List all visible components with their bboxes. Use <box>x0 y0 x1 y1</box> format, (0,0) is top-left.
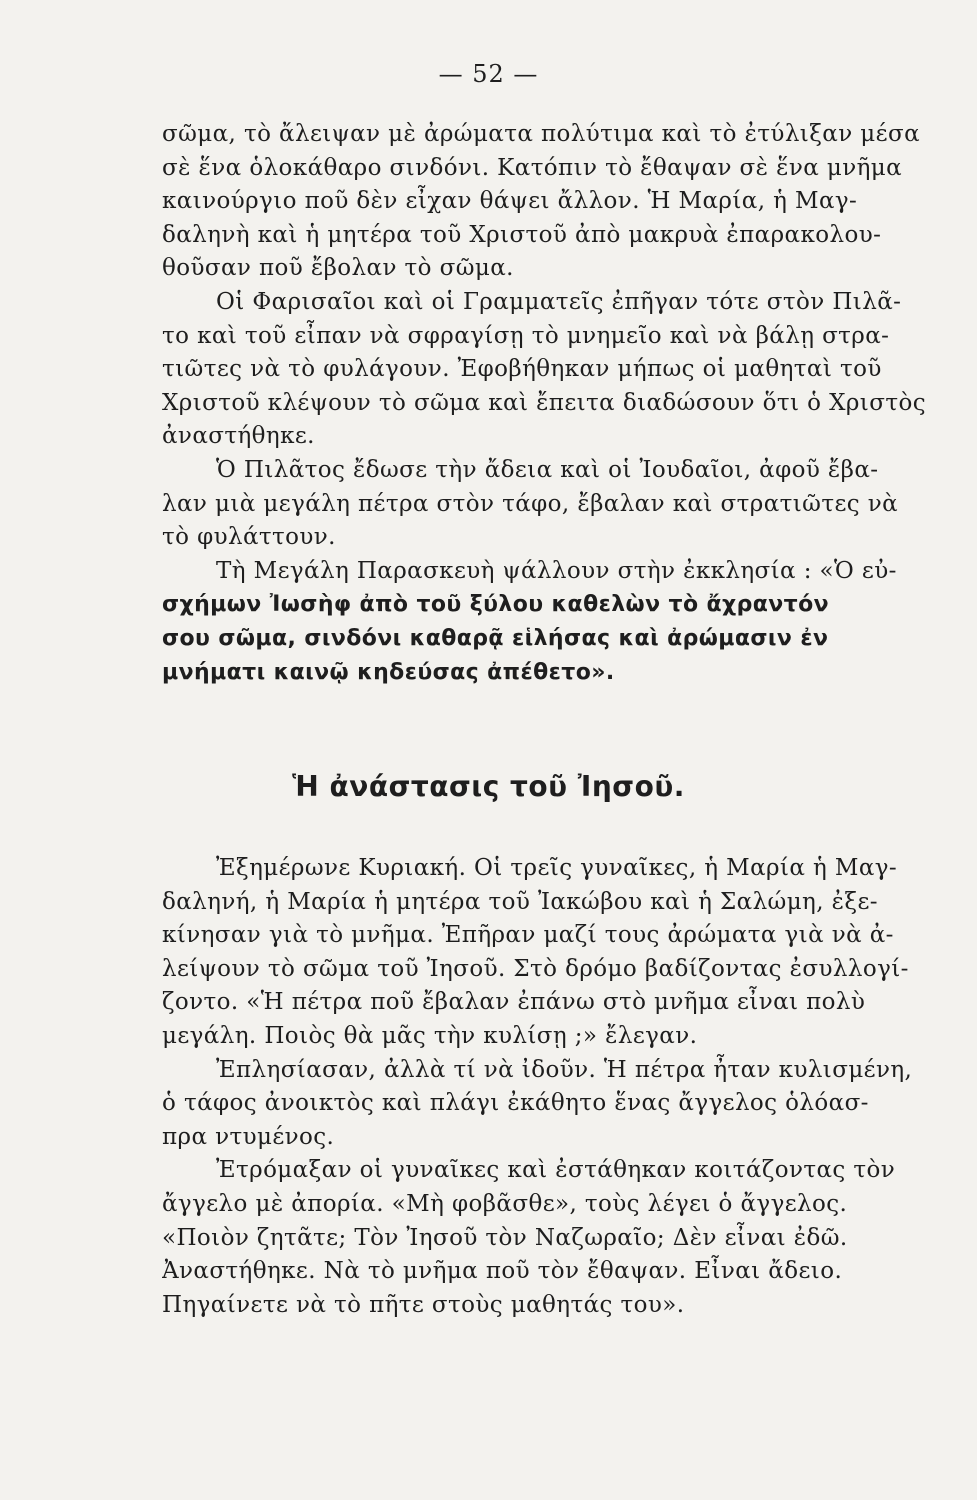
text-line: σὲ ἕνα ὁλοκάθαρο σινδόνι. Κατόπιν τὸ ἔθαψαν σὲ ἕνα μνῆμα <box>162 154 903 181</box>
text-line: Χριστοῦ κλέψουν τὸ σῶμα καὶ ἔπειτα διαδώσουν ὅτι ὁ Χριστὸς <box>162 389 926 416</box>
text-line: Ἐξημέρωνε Κυριακή. Οἱ τρεῖς γυναῖκες, ἡ Μαρία ἡ Μαγ- <box>216 855 898 881</box>
section-text-resurrection <box>162 852 962 1322</box>
text-line: μνήματι καινῷ κηδεύσας ἀπέθετο». <box>162 659 615 685</box>
text-line: ζοντο. «Ἡ πέτρα ποῦ ἔβαλαν ἐπάνω στὸ μνῆμα εἶναι πολὺ <box>162 989 866 1016</box>
text-line: σχήμων Ἰωσὴφ ἀπὸ τοῦ ξύλου καθελὼν τὸ ἄχραντόν <box>162 592 830 618</box>
text-line: δαληνὴ καὶ ἡ μητέρα τοῦ Χριστοῦ ἀπὸ μακρυὰ ἐπαρακολου- <box>162 221 882 248</box>
text-line: λαν μιὰ μεγάλη πέτρα στὸν τάφο, ἔβαλαν καὶ στρατιῶτες νὰ <box>162 490 899 517</box>
section-text-burial <box>162 118 962 689</box>
section-heading: Ἡ ἀνάστασις τοῦ Ἰησοῦ. <box>292 770 685 803</box>
text-line: ἄγγελο μὲ ἀπορία. «Μὴ φοβᾶσθε», τοὺς λέγει ὁ ἄγγελος. <box>162 1190 848 1217</box>
text-line: Οἱ Φαρισαῖοι καὶ οἱ Γραμματεῖς ἐπῆγαν τότε στὸν Πιλᾶ- <box>216 288 902 315</box>
text-line: λείψουν τὸ σῶμα τοῦ Ἰησοῦ. Στὸ δρόμο βαδίζοντας ἐσυλλογί- <box>162 955 909 982</box>
text-line: ἀναστήθηκε. <box>162 423 315 450</box>
text-line: Πηγαίνετε νὰ τὸ πῆτε στοὺς μαθητάς του». <box>162 1291 685 1318</box>
text-line: ὁ τάφος ἀνοικτὸς καὶ πλάγι ἐκάθητο ἕνας ἄγγελος ὁλόασ- <box>162 1090 869 1117</box>
text-line: το καὶ τοῦ εἶπαν νὰ σφραγίσῃ τὸ μνημεῖο καὶ νὰ βάλῃ στρα- <box>162 322 890 349</box>
text-line: Ἐπλησίασαν, ἀλλὰ τί νὰ ἰδοῦν. Ἡ πέτρα ἦταν κυλισμένη, <box>216 1056 913 1083</box>
text-line: μεγάλη. Ποιὸς θὰ μᾶς τὴν κυλίσῃ ;» ἔλεγαν. <box>162 1022 698 1049</box>
text-line: Ἐτρόμαξαν οἱ γυναῖκες καὶ ἐστάθηκαν κοιτάζοντας τὸν <box>216 1157 896 1184</box>
text-line: τιῶτες νὰ τὸ φυλάγουν. Ἐφοβήθηκαν μήπως οἱ μαθηταὶ τοῦ <box>162 356 882 383</box>
text-line: Ὁ Πιλᾶτος ἔδωσε τὴν ἄδεια καὶ οἱ Ἰουδαῖοι, ἀφοῦ ἔβα- <box>216 456 879 483</box>
text-line: θοῦσαν ποῦ ἔβολαν τὸ σῶμα. <box>162 255 514 282</box>
text-line: καινούργιο ποῦ δὲν εἶχαν θάψει ἄλλον. Ἡ Μαρία, ἡ Μαγ- <box>162 188 858 215</box>
page-number: — 52 — <box>438 60 539 88</box>
text-line: σῶμα, τὸ ἄλειψαν μὲ ἀρώματα πολύτιμα καὶ τὸ ἐτύλιξαν μέσα <box>162 121 921 147</box>
text-line: Τὴ Μεγάλη Παρασκευὴ ψάλλουν στὴν ἐκκλησία : «Ὁ εὐ- <box>216 557 897 584</box>
text-line: πρα ντυμένος. <box>162 1123 335 1150</box>
text-line: Ἀναστήθηκε. Νὰ τὸ μνῆμα ποῦ τὸν ἔθαψαν. Εἶναι ἄδειο. <box>162 1258 843 1285</box>
text-line: δαληνή, ἡ Μαρία ἡ μητέρα τοῦ Ἰακώβου καὶ ἡ Σαλώμη, ἐξε- <box>162 888 878 915</box>
text-line: «Ποιὸν ζητᾶτε; Τὸν Ἰησοῦ τὸν Ναζωραῖο; Δὲν εἶναι ἐδῶ. <box>162 1224 848 1251</box>
text-line: σου σῶμα, σινδόνι καθαρᾷ εἱλήσας καὶ ἀρώμασιν ἐν <box>162 625 829 651</box>
text-line: τὸ φυλάττουν. <box>162 524 336 551</box>
text-line: κίνησαν γιὰ τὸ μνῆμα. Ἐπῆραν μαζί τους ἀρώματα γιὰ νὰ ἀ- <box>162 922 894 949</box>
